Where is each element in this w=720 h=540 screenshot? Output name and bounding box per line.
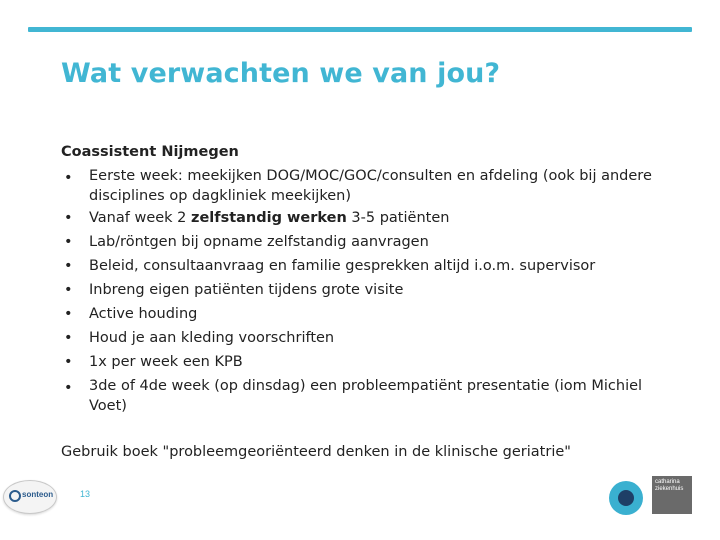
- bullet-item: [61, 326, 671, 350]
- bullet-icon: •: [64, 170, 73, 186]
- bullet-item: [61, 278, 671, 302]
- catharina-circle-logo-icon: [609, 481, 643, 515]
- bullet-item: [61, 230, 671, 254]
- bullet-icon: •: [64, 282, 73, 298]
- bullet-icon: •: [64, 306, 73, 322]
- bullet-item: [61, 254, 671, 278]
- bullet-text: 1x per week een KPB: [89, 354, 243, 370]
- bullet-item: [61, 350, 671, 374]
- book-reference: Gebruik boek "probleemgeoriënteerd denken in de klinische geriatrie": [61, 444, 571, 460]
- bullet-text-bold: zelfstandig werken: [191, 210, 347, 226]
- bullet-text: Beleid, consultaanvraag en familie gesprekken altijd i.o.m. supervisor: [89, 258, 596, 274]
- bullet-icon: •: [64, 330, 73, 346]
- bullet-text-before: Vanaf week 2: [89, 210, 192, 226]
- subheading: Coassistent Nijmegen: [61, 144, 239, 160]
- bullet-item: [61, 206, 671, 230]
- bullet-icon: •: [64, 354, 73, 370]
- bullet-text: Houd je aan kleding voorschriften: [89, 330, 335, 346]
- logo-inner-dot-icon: [618, 490, 634, 506]
- bullet-text: Lab/röntgen bij opname zelfstandig aanvragen: [89, 234, 429, 250]
- bullet-icon: •: [64, 234, 73, 250]
- bullet-icon: •: [64, 258, 73, 274]
- bullet-icon: •: [64, 210, 73, 226]
- bullet-item: [61, 302, 671, 326]
- catharina-text-logo: [652, 476, 692, 514]
- bullet-item: [61, 376, 671, 416]
- bullet-text: 3de of 4de week (op dinsdag) een probleempatiënt presentatie (iom Michiel Voet): [89, 378, 643, 414]
- bullet-text-after: 3-5 patiënten: [346, 210, 450, 226]
- sonteon-logo: [3, 480, 57, 514]
- logo-brand-text: sonteon: [22, 490, 54, 499]
- logo-line-2: ziekenhuis: [655, 486, 684, 492]
- logo-line-1: catharina: [655, 479, 680, 485]
- bullet-text: Eerste week: meekijken DOG/MOC/GOC/consulten en afdeling (ook bij andere disciplines op dagkliniek meekijken): [89, 168, 652, 204]
- bullet-list: [61, 166, 671, 416]
- top-accent-rule: [28, 27, 692, 32]
- slide-title: Wat verwachten we van jou?: [61, 58, 501, 89]
- bullet-text: Active houding: [89, 306, 198, 322]
- bullet-item: [61, 166, 671, 206]
- slide-content: [61, 140, 671, 416]
- bullet-text: Inbreng eigen patiënten tijdens grote visite: [89, 282, 404, 298]
- logo-ring-icon: [9, 490, 21, 502]
- page-number: 13: [80, 489, 91, 499]
- bullet-icon: •: [64, 380, 73, 396]
